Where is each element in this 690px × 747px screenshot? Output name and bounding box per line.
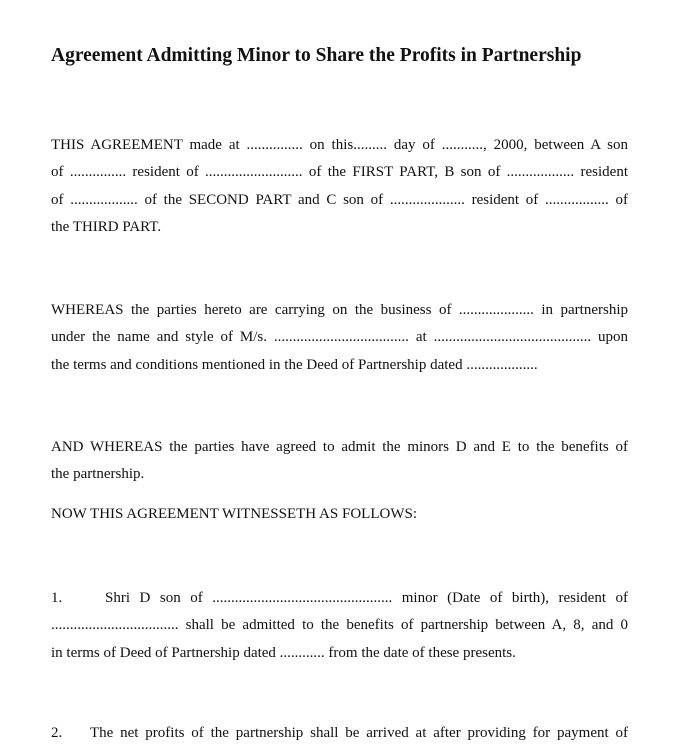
paragraph-line: THIS AGREEMENT made at ............... on this......... day of ..........., 2000, between A son (51, 137, 628, 153)
clause-number: 2. (51, 725, 63, 741)
paragraph-line: the THIRD PART. (51, 218, 162, 235)
clause-2 (51, 720, 628, 747)
agreement-intro-paragraph (51, 132, 628, 241)
clause-text: The net profits of the partnership shall be arrived at after providing for payment of (90, 725, 628, 741)
whereas-paragraph (51, 297, 628, 379)
paragraph-line: AND WHEREAS the parties have agreed to admit the minors D and E to the benefits of (51, 439, 628, 455)
paragraph-line: NOW THIS AGREEMENT WITNESSETH AS FOLLOWS: (51, 506, 417, 522)
paragraph-line: of .................. of the SECOND PART and C son of .................... resident of ................. of (51, 191, 628, 208)
paragraph-line: of ............... resident of .......................... of the FIRST PART, B son of .................. resident (51, 164, 628, 181)
paragraph-line: .................................. shall be admitted to the benefits of partnership between A, 8, and 0 (51, 617, 628, 634)
clause-number: 1. (51, 590, 63, 606)
clause-text: Shri D son of ................................................ minor (Date of birth), resident of (105, 590, 628, 606)
clause-first-line (51, 720, 628, 747)
clause-first-line (51, 585, 628, 612)
document-title: Agreement Admitting Minor to Share the Profits in Partnership (51, 45, 582, 66)
paragraph-line: in terms of Deed of Partnership dated ............ from the date of these presents. (51, 644, 516, 661)
paragraph-line: the partnership. (51, 466, 145, 483)
clause-1 (51, 585, 628, 667)
witnesseth-heading (51, 501, 628, 528)
paragraph-line: WHEREAS the parties hereto are carrying on the business of .................... in partnership (51, 302, 628, 318)
paragraph-line: the terms and conditions mentioned in the Deed of Partnership dated ................... (51, 356, 538, 373)
paragraph-line: under the name and style of M/s. .................................... at .......................................... upon (51, 329, 628, 346)
and-whereas-paragraph (51, 434, 628, 489)
